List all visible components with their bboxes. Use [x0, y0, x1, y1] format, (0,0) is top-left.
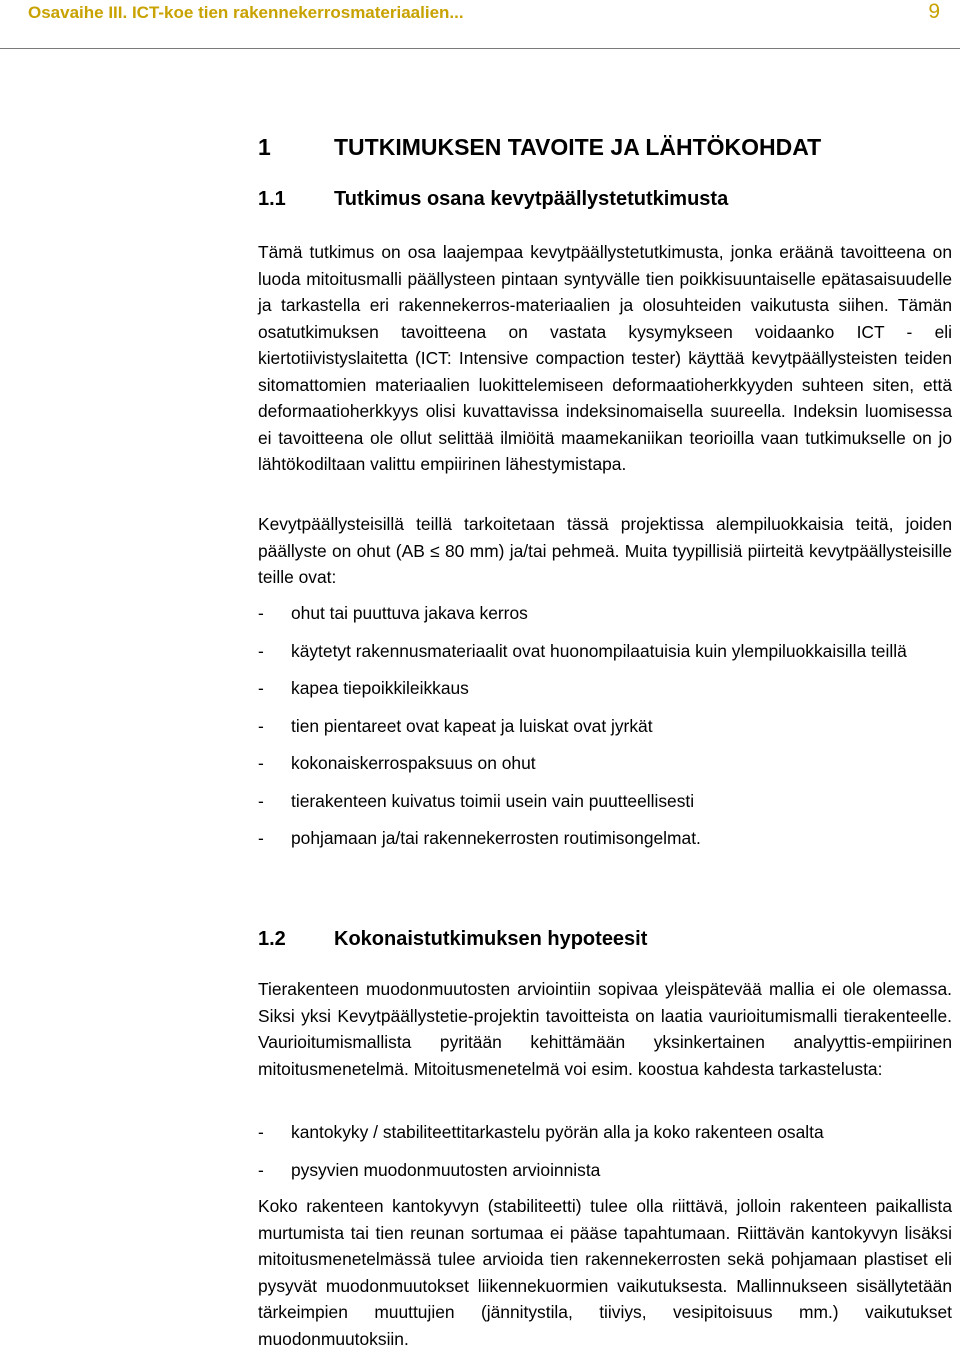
paragraph-light-pavement-definition: Kevytpäällysteisillä teillä tarkoitetaan tässä projektissa alempiluokkaisia teitä, joiden päällyste on ohut (AB ≤ 80 mm) ja/tai pehmeä. Muita tyypillisiä piirteitä kevytpäällysteisille teille ovat: [258, 514, 952, 587]
list-item [258, 788, 952, 814]
dash-bullet: - [258, 790, 264, 811]
dash-bullet: - [258, 1159, 264, 1180]
chapter-number: 1 [258, 134, 271, 160]
chapter-title: TUTKIMUKSEN TAVOITE JA LÄHTÖKOHDAT [334, 134, 822, 160]
header-title: Osavaihe III. ICT-koe tien rakennekerrosmateriaalien... [28, 3, 464, 22]
paragraph-research-context: Tämä tutkimus on osa laajempaa kevytpäällystetutkimusta, jonka eräänä tavoitteena on luoda mitoitusmalli päällysteen pintaan syntyvälle tien poikkisuuntaiselle epätasaisuudelle ja tarkastella eri rakennekerros-materiaalien ja olosuhteiden vaikutusta siihen. Tämän osatutkimuksen tavoitteena on vastata kysymykseen voidaanko ICT - eli kiertotiivistyslaitetta (ICT: Intensive compaction tester) käyttää kevytpäällysteisten teiden sitomattomien materiaalien luokittelemiseen deformaatioherkkyyden suhteen siten, että deformaatioherkkyys olisi kuvattavissa indeksinomaisella suureella. Indeksin luomisessa ei tavoitteena ole ollut selittää ilmiöitä maamekaniikan teorioilla vaan tutkimukselle on jo lähtökodiltaan valittu empiirinen lähestymistapa. [258, 242, 952, 474]
dash-bullet: - [258, 640, 264, 661]
dash-bullet: - [258, 1122, 264, 1142]
list-item-text: kapea tiepoikkileikkaus [291, 678, 469, 698]
section-title: Tutkimus osana kevytpäällystetutkimusta [334, 188, 729, 210]
list-item [258, 713, 952, 739]
paragraph-bearing-capacity: Koko rakenteen kantokyvyn (stabiliteetti) tulee olla riittävä, jolloin rakenteen paikallista murtumista tai tien reunan sortumaa ei pääse tapahtumaan. Riittävän kantokyvyn lisäksi mitoitusmenetelmässä tulee arvioida tien rakennekerrosten sekä pohjamaan plastiset eli pysyvät muodonmuutokset liikennekuormien vaikutuksesta. Mallinnukseen sisällytetään tärkeimpien muuttujien (jännitystila, tiiviys, vesipitoisuus mm.) vaikutukset muodonmuutoksiin. [258, 1196, 952, 1349]
analysis-list [258, 1119, 952, 1194]
list-item [258, 675, 952, 701]
section-number: 1.2 [258, 928, 286, 950]
list-item [258, 638, 952, 664]
header-divider [0, 48, 960, 49]
list-item-text: käytetyt rakennusmateriaalit ovat huonompilaatuisia kuin ylempiluokkaisilla teillä [291, 640, 907, 661]
section-title: Kokonaistutkimuksen hypoteesit [334, 928, 648, 950]
list-item [258, 1157, 952, 1183]
dash-bullet: - [258, 678, 264, 698]
list-item-text: pysyvien muodonmuutosten arvioinnista [291, 1159, 601, 1180]
list-item [258, 600, 952, 626]
characteristics-list [258, 600, 952, 863]
list-item [258, 1119, 952, 1145]
list-item-text: tien pientareet ovat kapeat ja luiskat ovat jyrkät [291, 715, 653, 736]
list-item-text: ohut tai puuttuva jakava kerros [291, 603, 528, 623]
list-item [258, 750, 952, 776]
section-heading-1-1 [258, 188, 728, 211]
page-number: 9 [928, 0, 940, 23]
list-item [258, 825, 952, 851]
list-item-text: pohjamaan ja/tai rakennekerrosten routimisongelmat. [291, 828, 701, 848]
chapter-heading [258, 134, 821, 161]
section-heading-1-2 [258, 928, 647, 951]
list-item-text: tierakenteen kuivatus toimii usein vain puutteellisesti [291, 790, 695, 811]
paragraph-hypotheses-intro: Tierakenteen muodonmuutosten arviointiin sopivaa yleispätevää mallia ei ole olemassa. Siksi yksi Kevytpäällystetie-projektin tavoitteista on laatia vaurioitumismalli tierakenteelle. Vaurioitumismallista pyritään kehittämään yksinkertainen analyyttis-empiirinen mitoitusmenetelmä. Mitoitusmenetelmä voi esim. koostua kahdesta tarkastelusta: [258, 979, 952, 1079]
list-item-text: kantokyky / stabiliteettitarkastelu pyörän alla ja koko rakenteen osalta [291, 1122, 824, 1142]
section-number: 1.1 [258, 188, 286, 210]
list-item-text: kokonaiskerrospaksuus on ohut [291, 753, 536, 773]
dash-bullet: - [258, 603, 264, 623]
running-header [0, 0, 960, 40]
dash-bullet: - [258, 715, 264, 736]
dash-bullet: - [258, 753, 264, 773]
dash-bullet: - [258, 828, 264, 848]
